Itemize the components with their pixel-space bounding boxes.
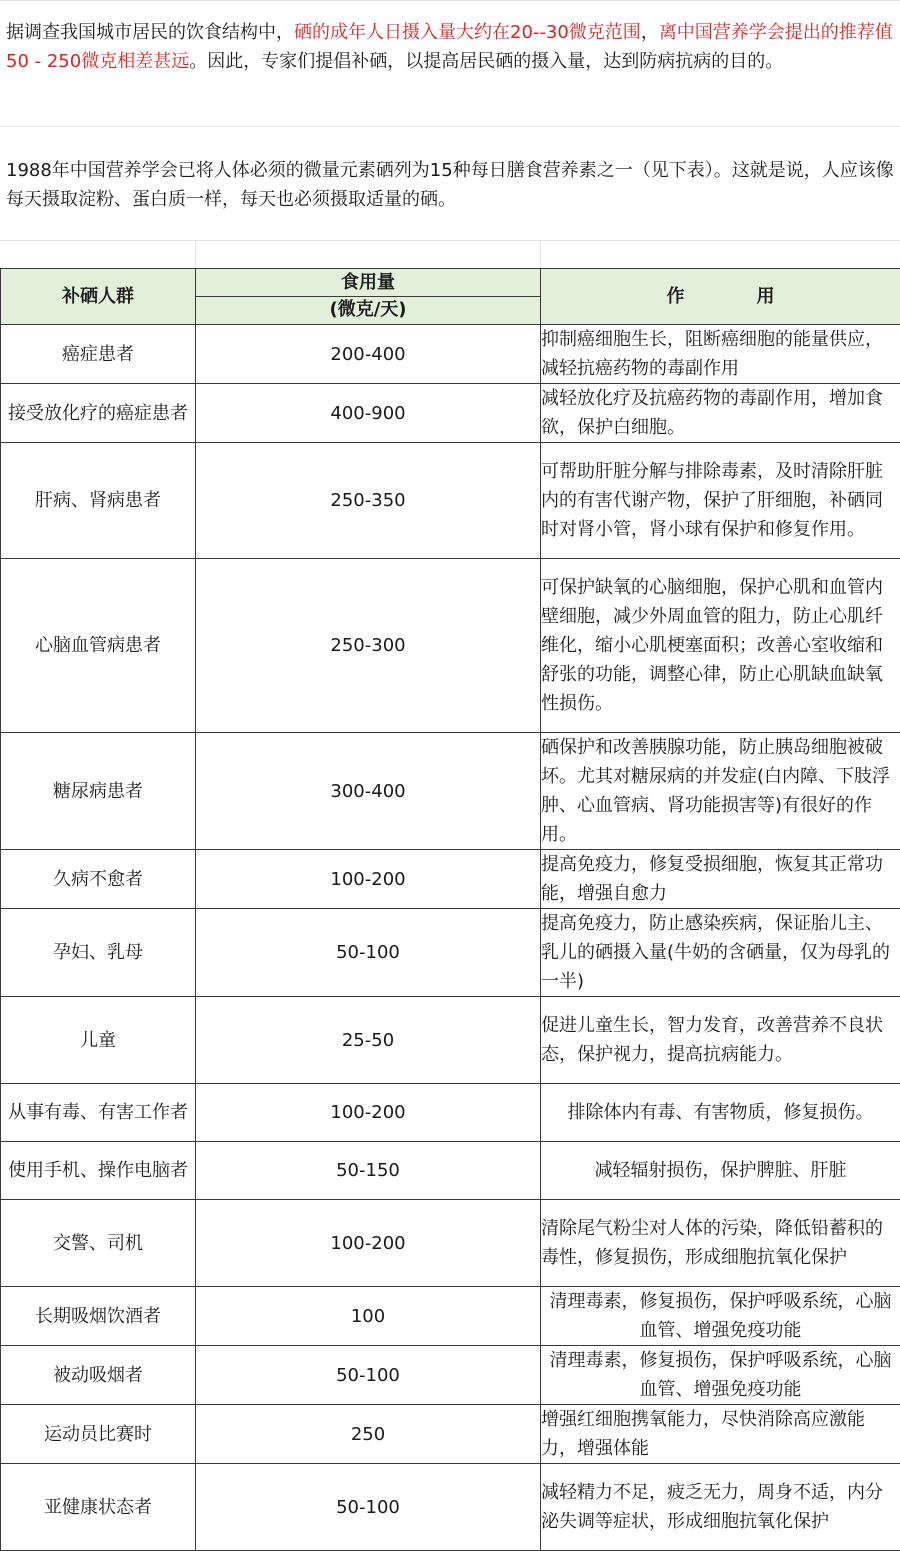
cell-effect: 硒保护和改善胰腺功能，防止胰岛细胞被破坏。尤其对糖尿病的并发症(白内障、下肢浮肿、心血管病、肾功能损害等)有很好的作用。 <box>541 733 900 850</box>
intro-highlight-intake: 硒的成年人日摄入量大约在20--30微克范围 <box>294 22 641 43</box>
header-effect: 作 用 <box>541 269 900 325</box>
cell-group: 从事有毒、有害工作者 <box>1 1084 196 1142</box>
gridline <box>0 240 900 241</box>
header-group: 补硒人群 <box>1 269 196 325</box>
table-row <box>1 1464 900 1551</box>
cell-effect: 减轻辐射损伤，保护脾脏、肝脏 <box>541 1142 900 1200</box>
cell-dose: 50-150 <box>196 1142 541 1200</box>
table-row <box>1 1142 900 1200</box>
cell-effect: 减轻放化疗及抗癌药物的毒副作用，增加食欲，保护白细胞。 <box>541 384 900 443</box>
cell-group: 久病不愈者 <box>1 850 196 909</box>
cell-effect: 增强红细胞携氧能力，尽快消除高应激能力，增强体能 <box>541 1405 900 1464</box>
table-row <box>1 384 900 443</box>
table-row <box>1 325 900 384</box>
cell-dose: 50-100 <box>196 1346 541 1405</box>
table-row <box>1 1200 900 1287</box>
cell-dose: 50-100 <box>196 1464 541 1551</box>
intro-highlight-recommended: 离中国营养学会提出的推荐值50 - 250微克相差甚远 <box>6 22 893 72</box>
selenium-dosage-table <box>0 268 900 1551</box>
gridline <box>0 0 900 1</box>
cell-group: 交警、司机 <box>1 1200 196 1287</box>
cell-effect: 提高免疫力，防止感染疾病，保证胎儿主、乳儿的硒摄入量(牛奶的含硒量，仅为母乳的一半) <box>541 909 900 997</box>
cell-effect: 清理毒素，修复损伤，保护呼吸系统，心脑血管、增强免疫功能 <box>541 1346 900 1405</box>
cell-group: 运动员比赛时 <box>1 1405 196 1464</box>
cell-effect: 抑制癌细胞生长，阻断癌细胞的能量供应，减轻抗癌药物的毒副作用 <box>541 325 900 384</box>
table-row <box>1 850 900 909</box>
cell-group: 肝病、肾病患者 <box>1 443 196 559</box>
cell-dose: 400-900 <box>196 384 541 443</box>
cell-group: 糖尿病患者 <box>1 733 196 850</box>
cell-effect: 清理毒素，修复损伤，保护呼吸系统，心脑血管、增强免疫功能 <box>541 1287 900 1346</box>
cell-dose: 100-200 <box>196 1084 541 1142</box>
table-row <box>1 1287 900 1346</box>
cell-dose: 200-400 <box>196 325 541 384</box>
cell-dose: 100 <box>196 1287 541 1346</box>
cell-dose: 250 <box>196 1405 541 1464</box>
cell-group: 孕妇、乳母 <box>1 909 196 997</box>
intro-paragraph-2: 1988年中国营养学会已将人体必须的微量元素硒列为15种每日膳食营养素之一（见下表）。这就是说，人应该像每天摄取淀粉、蛋白质一样，每天也必须摄取适量的硒。 <box>0 156 900 214</box>
table-row <box>1 1405 900 1464</box>
table-row <box>1 1084 900 1142</box>
cell-dose: 25-50 <box>196 997 541 1084</box>
cell-group: 长期吸烟饮酒者 <box>1 1287 196 1346</box>
cell-dose: 300-400 <box>196 733 541 850</box>
cell-dose: 250-350 <box>196 443 541 559</box>
cell-dose: 100-200 <box>196 1200 541 1287</box>
cell-effect: 可帮助肝脏分解与排除毒素，及时清除肝脏内的有害代谢产物，保护了肝细胞，补硒同时对肾小管，肾小球有保护和修复作用。 <box>541 443 900 559</box>
gridline <box>0 126 900 127</box>
cell-group: 癌症患者 <box>1 325 196 384</box>
header-dose: 食用量 (微克/天) <box>196 269 541 325</box>
gridline <box>540 240 541 268</box>
table-row <box>1 443 900 559</box>
cell-dose: 50-100 <box>196 909 541 997</box>
cell-dose: 100-200 <box>196 850 541 909</box>
intro-paragraph-1: 据调查我国城市居民的饮食结构中，硒的成年人日摄入量大约在20--30微克范围，离中国营养学会提出的推荐值50 - 250微克相差甚远。因此，专家们提倡补硒，以提高居民硒的摄入量，达到防病抗病的目的。 <box>0 18 900 76</box>
cell-effect: 促进儿童生长，智力发育，改善营养不良状态，保护视力，提高抗病能力。 <box>541 997 900 1084</box>
table-row <box>1 997 900 1084</box>
cell-dose: 250-300 <box>196 559 541 733</box>
cell-effect: 清除尾气粉尘对人体的污染，降低铅蓄积的毒性，修复损伤，形成细胞抗氧化保护 <box>541 1200 900 1287</box>
cell-effect: 可保护缺氧的心脑细胞，保护心肌和血管内壁细胞，减少外周血管的阻力，防止心肌纤维化，缩小心肌梗塞面积；改善心室收缩和舒张的功能，调整心律，防止心肌缺血缺氧性损伤。 <box>541 559 900 733</box>
table-row <box>1 1346 900 1405</box>
cell-group: 儿童 <box>1 997 196 1084</box>
cell-group: 被动吸烟者 <box>1 1346 196 1405</box>
cell-effect: 提高免疫力，修复受损细胞，恢复其正常功能，增强自愈力 <box>541 850 900 909</box>
cell-group: 使用手机、操作电脑者 <box>1 1142 196 1200</box>
cell-group: 接受放化疗的癌症患者 <box>1 384 196 443</box>
gridline <box>195 240 196 268</box>
cell-effect: 排除体内有毒、有害物质，修复损伤。 <box>541 1084 900 1142</box>
table-row <box>1 733 900 850</box>
table-row <box>1 909 900 997</box>
cell-effect: 减轻精力不足，疲乏无力，周身不适，内分泌失调等症状，形成细胞抗氧化保护 <box>541 1464 900 1551</box>
cell-group: 亚健康状态者 <box>1 1464 196 1551</box>
cell-group: 心脑血管病患者 <box>1 559 196 733</box>
table-row <box>1 559 900 733</box>
